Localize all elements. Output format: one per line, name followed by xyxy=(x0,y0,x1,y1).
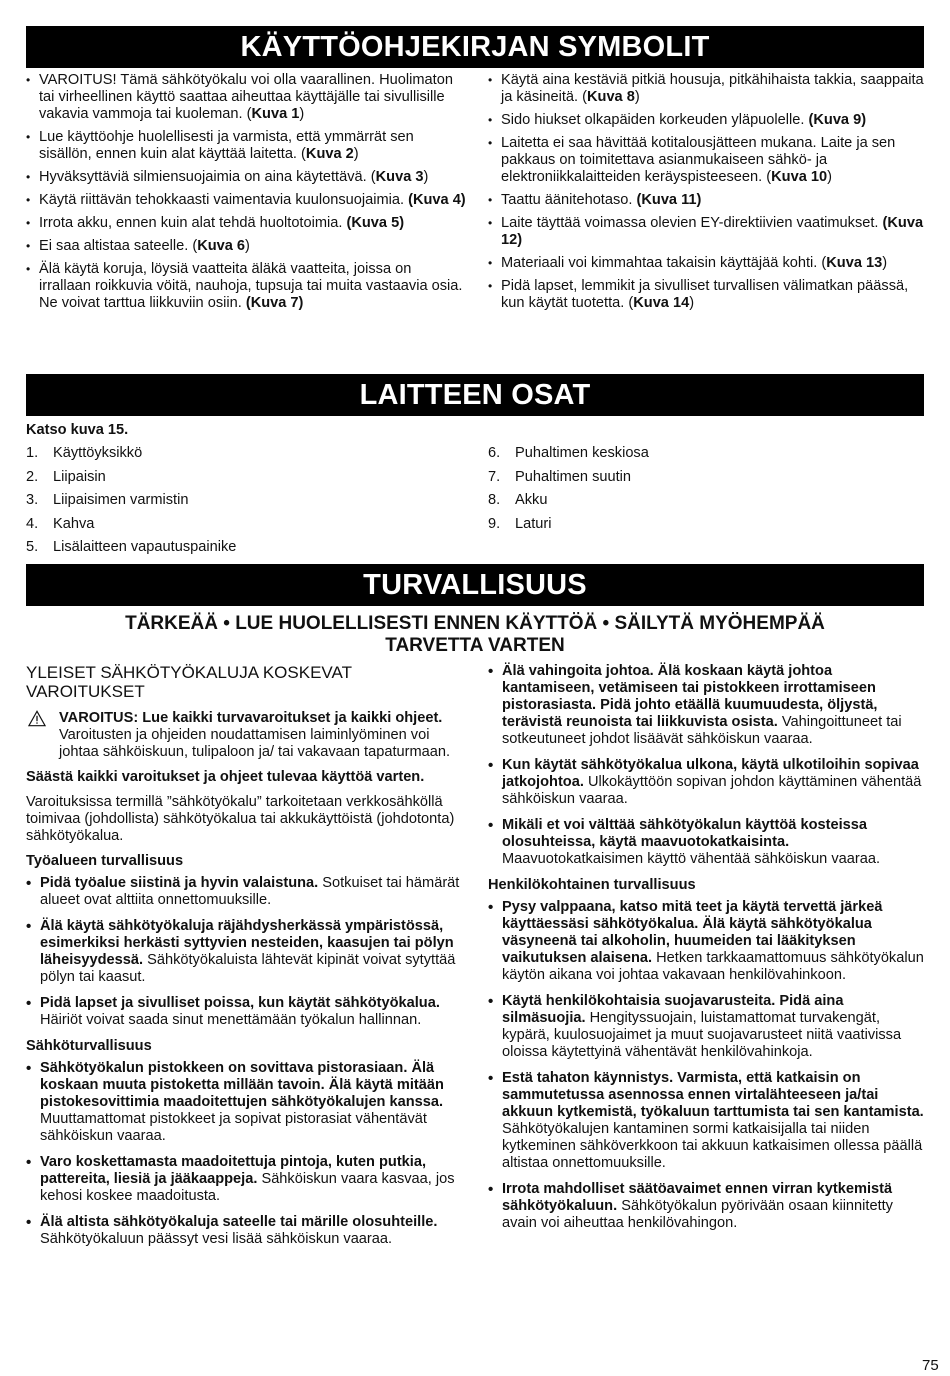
page-number: 75 xyxy=(922,1357,939,1374)
safety-subtitle-line1: TÄRKEÄÄ • LUE HUOLELLISESTI ENNEN KÄYTTÖÄ • SÄILYTÄ MYÖHEMPÄÄ xyxy=(125,613,825,634)
safety-item-text: Sähkötyökalujen kantaminen sormi katkaisijalla tai niiden kytkeminen sähköverkkoon tai akkuun katkaisimen ollessa päällä altistaa onnettomuuksille. xyxy=(502,1121,923,1171)
symbol-text: Hyväksyttäviä silmiensuojaimia on aina käytettävä. ( xyxy=(39,169,376,185)
part-label: Kahva xyxy=(53,515,95,532)
part-label: Käyttöyksikkö xyxy=(53,445,143,461)
electrical-list xyxy=(26,1060,466,1248)
symbol-item xyxy=(26,238,466,255)
power-tool-definition: Varoituksissa termillä ”sähkötyökalu” tarkoitetaan verkkosähköllä toimivaa (johdollista) sähkötyökalua tai akkukäyttöistä (johdotonta) sähkötyökalua. xyxy=(26,794,455,844)
part-item xyxy=(26,516,466,533)
symbols-right-column xyxy=(488,72,928,318)
safety-item xyxy=(488,757,924,808)
symbol-text: Käytä aina kestäviä pitkiä housuja, pitkähihaista takkia, saappaita ja käsineitä. ( xyxy=(501,72,924,105)
safety-right-column xyxy=(488,663,924,1241)
safety-item-bold: Varo koskettamasta maadoitettuja pintoja, kuten putkia, pattereita, liesiä ja jääkaappeja. xyxy=(40,1154,427,1187)
safety-item-text: Vahingoittuneet tai sotkeutuneet johdot lisäävät sähköiskun vaaraa. xyxy=(502,714,902,747)
symbol-item xyxy=(488,135,928,186)
safety-item xyxy=(488,1070,924,1172)
symbol-item xyxy=(26,129,466,163)
part-label: Puhaltimen suutin xyxy=(515,468,632,485)
safety-item xyxy=(488,1181,924,1232)
figure-reference: (Kuva 4) xyxy=(408,192,466,208)
symbol-item xyxy=(26,215,466,232)
safety-item xyxy=(26,1060,466,1145)
symbol-item xyxy=(26,169,466,186)
part-number: 7. xyxy=(488,468,501,485)
part-number: 2. xyxy=(26,468,39,485)
parts-intro: Katso kuva 15. xyxy=(26,422,129,438)
symbols-list-right xyxy=(488,72,928,312)
symbol-text: Taattu äänitehotaso. xyxy=(501,192,637,208)
symbol-item xyxy=(488,192,928,209)
safety-item-text: Sotkuiset tai hämärät alueet ovat alttiita onnettomuuksille. xyxy=(40,875,460,908)
part-item xyxy=(26,492,466,509)
safety-item xyxy=(488,993,924,1061)
part-number: 8. xyxy=(488,492,501,509)
warning-bold: VAROITUS: Lue kaikki turvavaroitukset ja kaikki ohjeet. xyxy=(59,710,443,726)
figure-reference: Kuva 10 xyxy=(771,169,828,185)
symbol-text-end: ) xyxy=(423,169,429,185)
part-number: 1. xyxy=(26,445,39,461)
parts-right-column xyxy=(488,445,928,539)
safety-subtitle-line2: TARVETTA VARTEN xyxy=(385,635,565,656)
safety-item-bold: Irrota mahdolliset säätöavaimet ennen virran kytkemistä sähkötyökaluun. xyxy=(502,1181,893,1214)
safety-item-text: Muuttamattomat pistokkeet ja sopivat pistorasiat vähentävät sähköiskun vaaraa. xyxy=(40,1111,427,1144)
safety-item-text: Hetken tarkkaamattomuus sähkötyökalun käytön aikana voi johtaa vakavaan henkilövahinkoon. xyxy=(502,950,924,983)
safety-title: TURVALLISUUS xyxy=(26,564,924,606)
safety-item xyxy=(26,1214,466,1248)
symbol-text: Käytä riittävän tehokkaasti vaimentavia kuulonsuojaimia. xyxy=(39,192,409,208)
parts-list-left xyxy=(26,445,466,556)
symbol-text: Pidä lapset, lemmikit ja sivulliset turvallisen välimatkan päässä, kun käytät tuotetta. ( xyxy=(501,278,909,311)
symbol-item xyxy=(26,192,466,209)
safety-item xyxy=(26,875,466,909)
part-number: 4. xyxy=(26,515,39,532)
electrical-list-continued xyxy=(488,663,924,868)
part-label: Laturi xyxy=(515,515,552,532)
part-label: Akku xyxy=(515,492,548,509)
part-label: Puhaltimen keskiosa xyxy=(515,445,649,461)
symbol-text-end: ) xyxy=(353,146,359,162)
safety-item-bold: Pidä lapset ja sivulliset poissa, kun käytät sähkötyökalua. xyxy=(40,995,440,1011)
symbol-text: Sido hiukset olkapäiden korkeuden yläpuolelle. xyxy=(501,112,809,128)
safety-item-bold: Älä käytä sähkötyökaluja räjähdysherkässä ympäristössä, esimerkiksi herkästi syttyvien nesteiden, kaasujen tai pölyn läheisyydessä. xyxy=(40,918,454,968)
symbol-text-end: ) xyxy=(827,169,832,185)
safety-item xyxy=(26,918,466,986)
symbol-text-end: ) xyxy=(634,89,640,105)
symbol-text-end: ) xyxy=(689,295,695,311)
safety-item xyxy=(488,817,924,868)
safety-subtitle xyxy=(26,613,924,657)
figure-reference: (Kuva 9) xyxy=(808,112,867,128)
figure-reference: Kuva 1 xyxy=(251,106,300,122)
part-item xyxy=(26,445,466,462)
figure-reference: Kuva 8 xyxy=(586,89,635,105)
symbol-item xyxy=(488,215,928,249)
symbols-title: KÄYTTÖOHJEKIRJAN SYMBOLIT xyxy=(26,26,924,68)
part-number: 3. xyxy=(26,492,39,509)
general-warnings-heading: YLEISET SÄHKÖTYÖKALUJA KOSKEVAT VAROITUKSET xyxy=(26,663,352,701)
warning-triangle-icon xyxy=(28,710,46,727)
part-item xyxy=(488,492,928,509)
figure-reference: Kuva 14 xyxy=(633,295,690,311)
symbol-text: Laitetta ei saa hävittää kotitalousjätteen mukana. Laite ja sen pakkaus on toimitettava asianmukaiseen sähkö- ja elektroniikkalaitteiden keräyspisteeseen. ( xyxy=(501,135,896,185)
parts-title: LAITTEEN OSAT xyxy=(26,374,924,416)
safety-item xyxy=(26,995,466,1029)
parts-list-right xyxy=(488,445,928,533)
part-item xyxy=(26,469,466,486)
safety-item-bold: Sähkötyökalun pistokkeen on sovittava pistorasiaan. Älä koskaan muuta pistoketta millään tavoin. Älä käytä mitään pistokesovittimia maadoitettujen sähkötyökalujen kanssa. xyxy=(40,1060,444,1110)
part-label: Lisälaitteen vapautuspainike xyxy=(53,539,237,556)
safety-item-bold: Mikäli et voi välttää sähkötyökalun käyttöä kosteissa olosuhteissa, käytä maavuotokatkaisinta. xyxy=(502,817,867,850)
figure-reference: (Kuva 12) xyxy=(501,215,924,248)
figure-reference: (Kuva 11) xyxy=(636,192,702,208)
symbol-item xyxy=(488,255,928,272)
symbols-list-left xyxy=(26,72,466,312)
safety-item-text: Sähkötyökaluun päässyt vesi lisää sähköiskun vaaraa. xyxy=(40,1231,393,1247)
safety-item-bold: Pysy valppaana, katso mitä teet ja käytä tervettä järkeä käyttäessäsi sähkötyökalua. Älä käytä sähkötyökalua väsyneenä tai alkoholin, huumeiden tai lääkityksen vaikutuksen alaisena. xyxy=(502,899,883,966)
electrical-heading: Sähköturvallisuus xyxy=(26,1038,152,1054)
part-number: 6. xyxy=(488,445,501,461)
symbols-left-column xyxy=(26,72,466,318)
part-item xyxy=(26,539,466,556)
symbol-item xyxy=(488,278,928,312)
part-item xyxy=(488,469,928,486)
symbol-text-end: ) xyxy=(882,255,888,271)
safety-item-bold: Älä vahingoita johtoa. Älä koskaan käytä johtoa kantamiseen, vetämiseen tai pistokkeen irrottamiseen pistorasiasta. Pidä johto etäällä kuumuudesta, öljystä, terävistä reunoista tai liikkuvista osista. xyxy=(502,663,878,730)
symbol-text: Älä käytä koruja, löysiä vaatteita äläkä vaatteita, joissa on irrallaan roikkuvia vöitä, nauhoja, tupsuja tai muita vastaavia osia. Ne voivat tarttua liikkuviin osiin. xyxy=(39,261,463,311)
save-instructions-note: Säästä kaikki varoitukset ja ohjeet tulevaa käyttöä varten. xyxy=(26,769,425,785)
safety-item-text: Maavuotokatkaisimen käyttö vähentää sähköiskun vaaraa. xyxy=(502,851,881,867)
safety-item-bold: Pidä työalue siistinä ja hyvin valaistuna. xyxy=(40,875,319,891)
safety-item xyxy=(26,1154,466,1205)
symbol-text: VAROITUS! Tämä sähkötyökalu voi olla vaarallinen. Huolimaton tai virheellinen käyttö saattaa aiheuttaa käyttäjälle tai sivullisille vakavia vammoja tai kuoleman. ( xyxy=(39,72,453,122)
part-item xyxy=(488,516,928,533)
symbol-text-end: ) xyxy=(245,238,250,254)
figure-reference: (Kuva 7) xyxy=(245,295,304,311)
warning-block xyxy=(26,710,466,761)
symbol-text: Irrota akku, ennen kuin alat tehdä huoltotoimia. xyxy=(39,215,347,231)
safety-item-bold: Kun käytät sähkötyökalua ulkona, käytä ulkotiloihin sopivaa jatkojohtoa. xyxy=(502,757,919,790)
safety-left-column xyxy=(26,663,466,1257)
symbol-text: Ei saa altistaa sateelle. ( xyxy=(39,238,198,254)
safety-item-text: Sähkötyökalun pyörivään osaan kiinnitetty avain voi aiheuttaa henkilövahingon. xyxy=(502,1198,893,1231)
symbol-item xyxy=(26,72,466,123)
safety-item-text: Hengityssuojain, luistamattomat turvakengät, kypärä, kuulosuojaimet ja muut suojavarusteet niitä vaativissa oloissa käytettyinä vähentävät henkilövahinkoja. xyxy=(502,1010,902,1060)
part-item xyxy=(488,445,928,462)
part-number: 5. xyxy=(26,539,39,556)
symbol-item xyxy=(26,261,466,312)
figure-reference: (Kuva 5) xyxy=(346,215,405,231)
safety-item-bold: Älä altista sähkötyökaluja sateelle tai märille olosuhteille. xyxy=(40,1214,438,1230)
figure-reference: Kuva 2 xyxy=(305,146,354,162)
safety-item-text: Häiriöt voivat saada sinut menettämään työkalun hallinnan. xyxy=(40,1012,422,1028)
personal-safety-heading: Henkilökohtainen turvallisuus xyxy=(488,877,696,893)
safety-item-text: Sähkötyökaluista lähtevät kipinät voivat sytyttää pölyn tai kaasut. xyxy=(40,952,456,985)
part-number: 9. xyxy=(488,515,501,532)
personal-safety-list xyxy=(488,899,924,1232)
symbol-text: Lue käyttöohje huolellisesti ja varmista, että ymmärrät sen sisällön, ennen kuin alat käyttää laitetta. ( xyxy=(39,129,414,162)
safety-item-bold: Estä tahaton käynnistys. Varmista, että katkaisin on sammutetussa asennossa ennen virtalähteeseen ja/tai akkuun kytkemistä, työkaluun tarttumista tai sen kantamista. xyxy=(502,1070,924,1120)
part-label: Liipaisin xyxy=(53,468,106,485)
warning-text: Varoitusten ja ohjeiden noudattamisen laiminlyöminen voi johtaa sähköiskuun, tulipaloon ja/ tai vakavaan tapaturmaan. xyxy=(59,727,451,760)
symbol-item xyxy=(488,72,928,106)
safety-item-text: Sähköiskun vaara kasvaa, jos kehosi koskee maadoitusta. xyxy=(40,1171,455,1204)
parts-left-column xyxy=(26,422,466,563)
symbol-text: Materiaali voi kimmahtaa takaisin käyttäjää kohti. ( xyxy=(501,255,827,271)
figure-reference: Kuva 3 xyxy=(375,169,424,185)
safety-item-text: Ulkokäyttöön sopivan johdon käyttäminen vähentää sähköiskun vaaraa. xyxy=(502,774,922,807)
symbol-text-end: ) xyxy=(299,106,305,122)
figure-reference: Kuva 6 xyxy=(197,238,246,254)
symbol-item xyxy=(488,112,928,129)
symbol-text: Laite täyttää voimassa olevien EY-direktiivien vaatimukset. xyxy=(501,215,883,231)
safety-item xyxy=(488,899,924,984)
work-area-list xyxy=(26,875,466,1029)
figure-reference: Kuva 13 xyxy=(826,255,883,271)
safety-item xyxy=(488,663,924,748)
part-label: Liipaisimen varmistin xyxy=(53,492,189,509)
work-area-heading: Työalueen turvallisuus xyxy=(26,853,184,869)
safety-item-bold: Käytä henkilökohtaisia suojavarusteita. Pidä aina silmäsuojia. xyxy=(502,993,844,1026)
